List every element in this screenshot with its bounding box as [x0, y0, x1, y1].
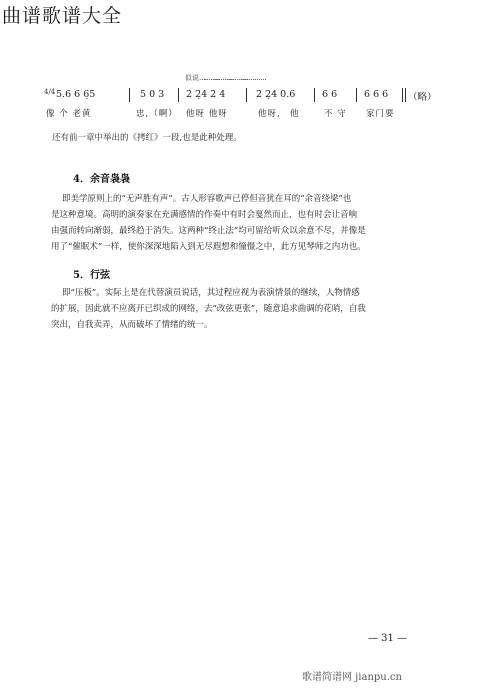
paragraph-line: 即美学原则上的“无声胜有声”。古人形容歌声已停但音犹在耳的“余音绕梁”也 — [62, 194, 352, 204]
section-4-body — [51, 191, 366, 255]
paragraph-line: 即“压板”。实际上是在代替演员说话，其过程应视为表演情景的继续，人物情感 — [62, 288, 360, 298]
section-5-body — [51, 285, 366, 333]
score-measure: 5 0 3 — [140, 89, 165, 100]
section-4-heading: 4．余音袅袅 — [73, 174, 130, 185]
lyric-syllables: 他 — [290, 109, 300, 119]
score-omission: （略） — [408, 92, 437, 103]
lyric-syllables: 他呀 他呀 — [186, 109, 228, 119]
paragraph-line: 由强而转向渐弱，最终趋于消失。这两种“终止法”均可留给听众以余意不尽，并像是 — [51, 226, 366, 236]
lyric-syllables: 不 守 — [324, 109, 347, 119]
paragraph-line: 是这种意境。高明的演奏家在充满感情的作奏中有时会戛然而止，也有时会让音响 — [51, 210, 358, 220]
lyric-syllables: 忠,（啊） — [136, 109, 178, 119]
paragraph-line: 的扩展，因此就不应离开已织成的网络，去“改弦更张”，随意追求曲调的花哨，自我 — [51, 304, 366, 314]
score-measure: 2̇ 2̣4 0.6 — [256, 89, 296, 100]
paragraph-line: 用了“催眠术”一样，使你深深地陷入到无尽遐想和憧憬之中，此方见琴师之内功也。 — [51, 242, 366, 252]
score-top-dash — [204, 79, 266, 80]
bar-line — [129, 88, 130, 102]
page-number: — 31 — — [368, 633, 408, 644]
bar-line — [356, 88, 357, 102]
score-measure: 6 6 — [322, 89, 338, 100]
site-watermark: 歌谱简谱网 jianpu.cn — [302, 672, 402, 683]
double-bar-line — [402, 88, 406, 102]
lyric-syllables: 他呀, — [258, 109, 281, 119]
score-measure: 2̇ 2̣4 2̇ 4 — [186, 89, 226, 100]
intro-paragraph: 还有前一章中举出的《拷红》一段,也是此种处理。 — [52, 133, 242, 143]
bar-line — [246, 88, 247, 102]
lyric-syllables: 像 个 老黄 — [46, 109, 92, 119]
score-top-note: 似说…………………… — [185, 74, 255, 82]
time-signature: 4/4 — [44, 88, 56, 96]
score-measure: 6 6 6 — [364, 89, 389, 100]
lyric-syllables: 家门要 — [366, 109, 395, 119]
paragraph-line: 突出，自我卖弄，从而破坏了情绪的统一。 — [51, 320, 213, 330]
section-5-heading: 5．行弦 — [73, 270, 110, 281]
score-measure: 5.6 6 6̣5 — [56, 89, 96, 100]
bar-line — [314, 88, 315, 102]
bar-line — [178, 88, 179, 102]
score-notes-row — [44, 89, 452, 105]
site-title: 曲谱歌谱大全 — [2, 5, 123, 27]
